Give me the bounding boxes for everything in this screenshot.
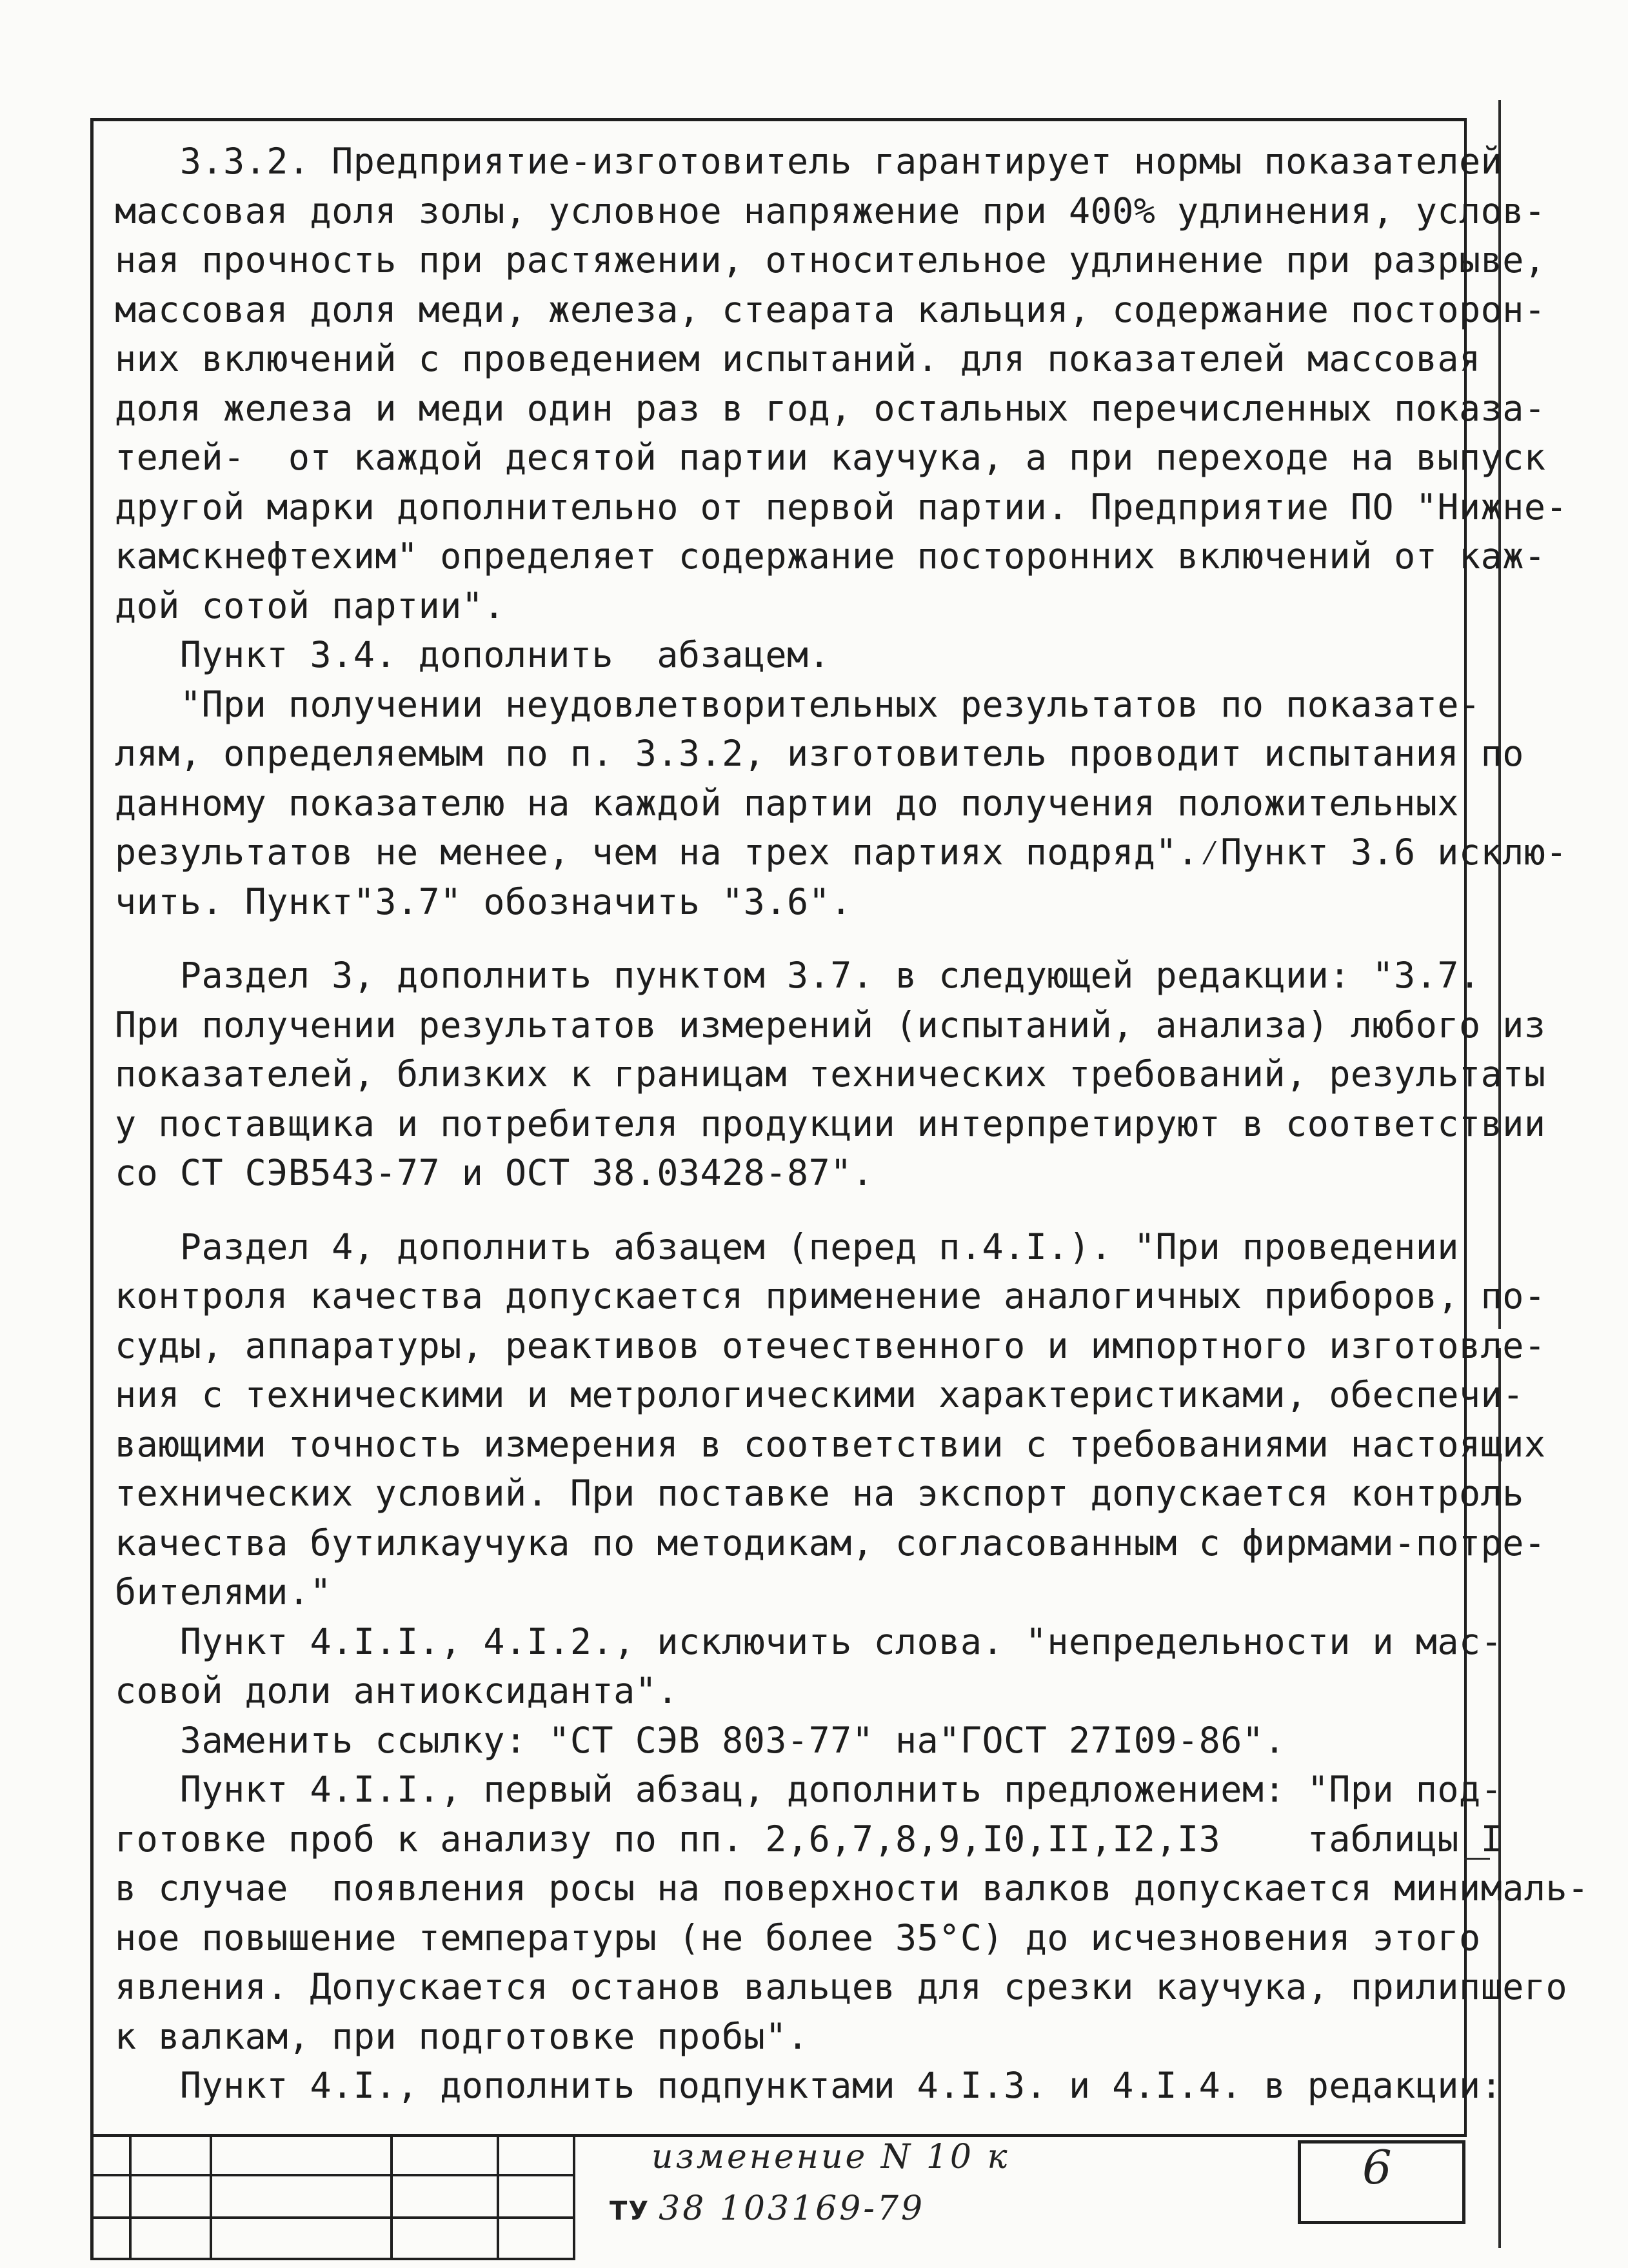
title-block-column — [129, 2134, 132, 2260]
text-line: Пункт 4.I., дополнить подпунктами 4.I.3. и 4.I.4. в редакции: — [115, 2065, 1503, 2106]
paragraph-gap — [115, 926, 1456, 951]
title-block-column — [573, 2134, 575, 2260]
text-line: со СТ СЭВ543-77 и ОСТ 38.03428-87". — [115, 1152, 874, 1193]
title-block — [90, 2134, 1467, 2262]
title-block-rule — [90, 2216, 573, 2219]
text-line: вающими точность измерения в соответствии с требованиями настоящих — [115, 1423, 1546, 1465]
title-block-column — [390, 2134, 393, 2260]
text-line: 3.3.2. Предприятие-изготовитель гарантирует нормы показателей — [115, 141, 1503, 182]
text-line: результатов не менее, чем на трех партиях подряд".⁄Пункт 3.6 исклю- — [115, 831, 1567, 873]
text-line: чить. Пункт"3.7" обозначить "3.6". — [115, 880, 852, 922]
text-line: Пункт 3.4. дополнить абзацем. — [115, 634, 831, 675]
text-line: у поставщика и потребителя продукции интерпретируют в соответствии — [115, 1102, 1546, 1144]
text-line: массовая доля золы, условное напряжение при 400% удлинения, услов- — [115, 190, 1546, 232]
text-line: показателей, близких к границам технических требований, результаты — [115, 1053, 1546, 1095]
paragraph-gap — [115, 1198, 1456, 1222]
title-block-column — [210, 2134, 212, 2260]
text-line: Пункт 4.I.I., 4.I.2., исключить слова. "непредельности и мас- — [115, 1620, 1503, 1662]
text-line: "При получении неудовлетворительных результатов по показате- — [115, 683, 1481, 725]
text-line: Заменить ссылку: "СТ СЭВ 803-77" на"ГОСТ 27I09-86". — [115, 1719, 1286, 1761]
text-line: камскнефтехим" определяет содержание посторонних включений от каж- — [115, 535, 1546, 577]
text-line: них включений с проведением испытаний. для показателей массовая — [115, 338, 1481, 379]
tu-prefix: ТУ — [610, 2196, 650, 2226]
text-line: ния с техническими и метрологическими характеристиками, обеспечи- — [115, 1374, 1524, 1415]
page-number: 6 — [1362, 2140, 1392, 2194]
text-line: Раздел 4, дополнить абзацем (перед п.4.I.). "При проведении — [115, 1226, 1459, 1268]
document-body — [115, 137, 1589, 2111]
title-block-rule — [90, 2258, 573, 2260]
text-line: в случае появления росы на поверхности валков допускается минималь- — [115, 1867, 1589, 1909]
text-line: суды, аппаратуры, реактивов отечественного и импортного изготовле- — [115, 1324, 1546, 1366]
frame-left-border — [90, 118, 94, 2260]
text-line: качества бутилкаучука по методикам, согласованным с фирмами-потре- — [115, 1522, 1546, 1564]
text-line: лям, определяемым по п. 3.3.2, изготовитель проводит испытания по — [115, 733, 1524, 774]
text-line: технических условий. При поставке на экспорт допускается контроль — [115, 1473, 1524, 1514]
text-line: доля железа и меди один раз в год, остальных перечисленных показа- — [115, 387, 1546, 429]
text-line: контроля качества допускается применение аналогичных приборов, по- — [115, 1275, 1546, 1317]
text-line: дой сотой партии". — [115, 584, 506, 626]
title-block-column — [497, 2134, 499, 2260]
text-line: При получении результатов измерений (испытаний, анализа) любого из — [115, 1004, 1546, 1046]
text-line: данному показателю на каждой партии до получения положительных — [115, 782, 1459, 824]
margin-line — [1498, 100, 1501, 1329]
text-line: явления. Допускается останов вальцев для срезки каучука, прилипшего — [115, 1966, 1568, 2007]
title-block-rule — [90, 2174, 573, 2176]
frame-top-border — [90, 118, 1464, 121]
text-line: ная прочность при растяжении, относительное удлинение при разрыве, — [115, 239, 1546, 281]
text-line: телей- от каждой десятой партии каучука, а при переходе на выпуск — [115, 437, 1546, 478]
title-block-top-rule — [90, 2134, 1467, 2137]
text-line: ное повышение температуры (не более 35°С) до исчезновения этого — [115, 1916, 1481, 1958]
text-line: другой марки дополнительно от первой партии. Предприятие ПО "Нижне- — [115, 486, 1568, 528]
text-line: Раздел 3, дополнить пунктом 3.7. в следующей редакции: "3.7. — [115, 955, 1481, 996]
text-line: бителями." — [115, 1571, 332, 1613]
text-line: к валкам, при подготовке пробы". — [115, 2015, 809, 2057]
tu-designation — [610, 2189, 925, 2228]
tu-number: 38 103169-79 — [659, 2189, 926, 2228]
text-line: готовке проб к анализу по пп. 2,6,7,8,9,I0,II,I2,I3 таблицы I — [115, 1818, 1503, 1860]
text-line: массовая доля меди, железа, стеарата кальция, содержание посторон- — [115, 288, 1546, 330]
text-line: Пункт 4.I.I., первый абзац, дополнить предложением: "При под- — [115, 1769, 1503, 1810]
text-line: совой доли антиоксиданта". — [115, 1670, 679, 1711]
change-note: изменение N 10 к — [651, 2138, 1010, 2176]
